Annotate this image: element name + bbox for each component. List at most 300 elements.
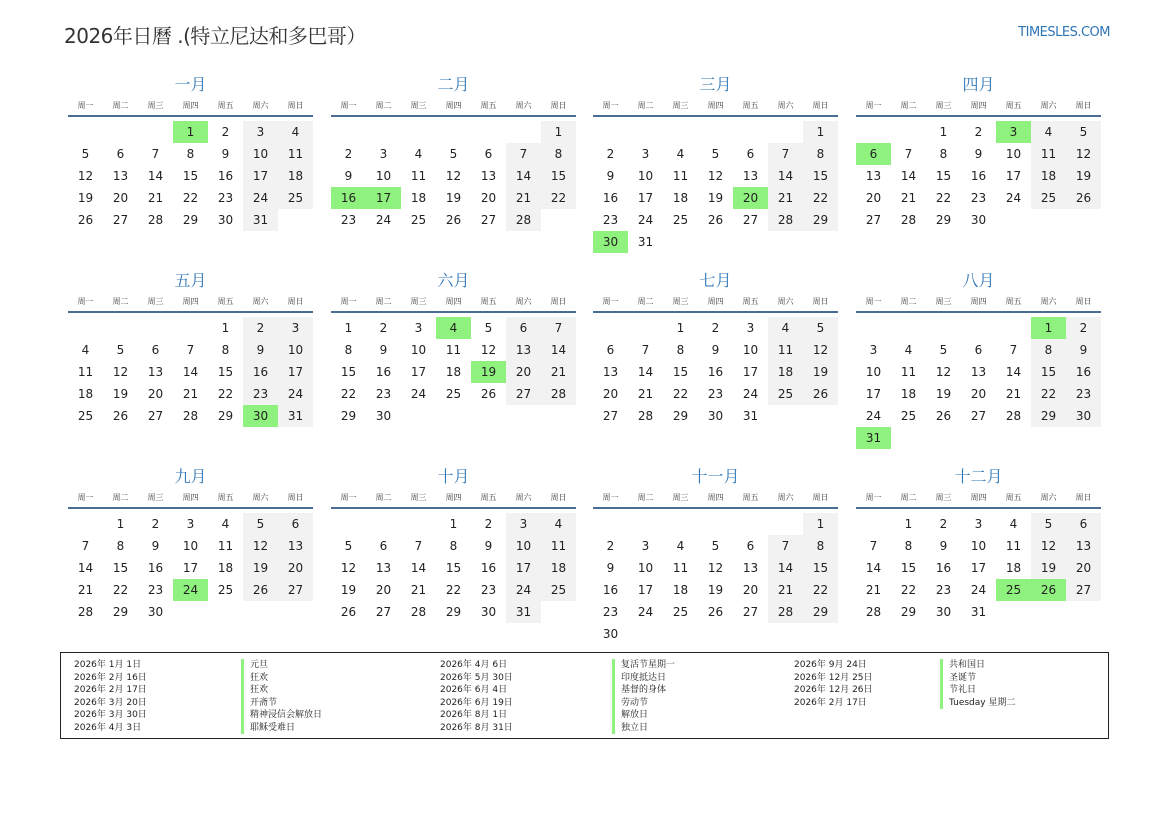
weekday-label: 周二 [112, 101, 129, 110]
week-row [68, 557, 313, 579]
day-cell: 27 [1066, 579, 1101, 601]
week-row [68, 317, 313, 339]
day-cell: 21 [900, 191, 917, 205]
month-block [856, 467, 1101, 623]
day-cell: 2 [243, 317, 278, 339]
week-row [593, 623, 838, 645]
day-cell: 14 [865, 561, 882, 575]
day-cell: 8 [803, 143, 838, 165]
day-cell: 28 [147, 213, 164, 227]
weekday-label: 周五 [480, 101, 497, 110]
day-cell: 10 [182, 539, 199, 553]
day-cell: 20 [147, 387, 164, 401]
day-cell: 22 [541, 187, 576, 209]
empty-day-cell [856, 513, 891, 535]
weekday-label: 周二 [112, 297, 129, 306]
week-row [593, 601, 838, 623]
month-block [856, 75, 1101, 231]
day-cell: 16 [331, 187, 366, 209]
empty-day-cell [733, 623, 768, 645]
day-cell: 2 [379, 321, 388, 335]
legend-date: 2026年 12月 25日 [794, 672, 873, 683]
weekday-label: 周六 [1040, 493, 1057, 502]
month-name: 二月 [437, 75, 470, 94]
weekday-label: 周三 [410, 297, 427, 306]
legend-date: 2026年 5月 30日 [440, 672, 513, 683]
day-cell: 4 [676, 147, 685, 161]
legend-holiday-name: 基督的身体 [612, 684, 675, 697]
day-cell: 9 [344, 169, 353, 183]
week-row [68, 187, 313, 209]
day-cell: 4 [1009, 517, 1018, 531]
weekday-label: 周六 [515, 493, 532, 502]
day-cell: 6 [746, 147, 755, 161]
weekday-header [68, 99, 313, 117]
legend-date-column [74, 659, 147, 734]
day-cell: 15 [340, 365, 357, 379]
week-row [856, 361, 1101, 383]
day-cell: 30 [375, 409, 392, 423]
day-cell: 4 [768, 317, 803, 339]
day-cell: 8 [344, 343, 353, 357]
day-cell: 6 [606, 343, 615, 357]
empty-day-cell [961, 317, 996, 339]
day-cell: 27 [742, 605, 759, 619]
day-cell: 12 [1066, 143, 1101, 165]
weekday-label: 周二 [375, 297, 392, 306]
month-name: 六月 [437, 271, 470, 290]
empty-day-cell [628, 317, 663, 339]
day-cell: 5 [484, 321, 493, 335]
week-row [331, 513, 576, 535]
day-cell: 18 [410, 191, 427, 205]
day-cell: 17 [637, 191, 654, 205]
page-title: 2026年日曆 .(特立尼达和多巴哥） [64, 24, 366, 48]
month-block [593, 271, 838, 427]
day-cell: 9 [151, 539, 160, 553]
day-cell: 25 [900, 409, 917, 423]
weekday-label: 周三 [935, 101, 952, 110]
day-cell: 29 [182, 213, 199, 227]
day-cell: 28 [410, 605, 427, 619]
weekday-label: 周六 [252, 493, 269, 502]
week-row [68, 361, 313, 383]
legend-holiday-name: 圣诞节 [940, 672, 1015, 685]
weekday-label: 周三 [410, 101, 427, 110]
day-cell: 13 [1066, 535, 1101, 557]
day-cell: 19 [707, 191, 724, 205]
day-cell: 15 [445, 561, 462, 575]
empty-day-cell [331, 121, 366, 143]
day-cell: 28 [865, 605, 882, 619]
empty-day-cell [103, 121, 138, 143]
day-cell: 12 [707, 561, 724, 575]
day-cell: 10 [375, 169, 392, 183]
week-row [68, 405, 313, 427]
day-cell: 17 [182, 561, 199, 575]
day-cell: 17 [865, 387, 882, 401]
day-cell: 12 [340, 561, 357, 575]
day-cell: 15 [672, 365, 689, 379]
week-row [856, 557, 1101, 579]
day-cell: 10 [970, 539, 987, 553]
day-cell: 14 [541, 339, 576, 361]
day-cell: 16 [970, 169, 987, 183]
day-cell: 30 [1066, 405, 1101, 427]
empty-day-cell [138, 121, 173, 143]
day-cell: 11 [217, 539, 234, 553]
day-cell: 29 [217, 409, 234, 423]
legend-date: 2026年 2月 17日 [794, 697, 867, 708]
day-cell: 31 [970, 605, 987, 619]
day-cell: 13 [480, 169, 497, 183]
day-cell: 23 [217, 191, 234, 205]
day-cell: 22 [935, 191, 952, 205]
day-cell: 1 [344, 321, 353, 335]
empty-day-cell [471, 405, 506, 427]
day-cell: 6 [856, 143, 891, 165]
week-row [68, 383, 313, 405]
empty-day-cell [768, 623, 803, 645]
day-cell: 24 [375, 213, 392, 227]
day-cell: 19 [77, 191, 94, 205]
day-cell: 19 [1066, 165, 1101, 187]
empty-day-cell [803, 405, 838, 427]
weekday-label: 周三 [410, 493, 427, 502]
day-cell: 25 [541, 579, 576, 601]
weekday-label: 周四 [970, 493, 987, 502]
empty-day-cell [733, 121, 768, 143]
weekday-label: 周一 [77, 493, 94, 502]
weekday-label: 周一 [77, 297, 94, 306]
weekday-label: 周五 [217, 297, 234, 306]
empty-day-cell [593, 317, 628, 339]
weekday-label: 周日 [1075, 297, 1092, 306]
day-cell: 19 [340, 583, 357, 597]
empty-day-cell [891, 427, 926, 449]
week-row [68, 209, 313, 231]
weekday-label: 周五 [1005, 101, 1022, 110]
day-cell: 4 [904, 343, 913, 357]
weekday-label: 周二 [375, 493, 392, 502]
day-cell: 8 [116, 539, 125, 553]
day-cell: 29 [340, 409, 357, 423]
week-row [856, 339, 1101, 361]
day-cell: 25 [672, 605, 689, 619]
legend-date-column [440, 659, 513, 734]
day-cell: 26 [112, 409, 129, 423]
day-cell: 21 [410, 583, 427, 597]
day-cell: 3 [641, 539, 650, 553]
day-cell: 16 [480, 561, 497, 575]
month-block [593, 75, 838, 253]
day-cell: 3 [243, 121, 278, 143]
day-cell: 1 [116, 517, 125, 531]
day-cell: 1 [803, 121, 838, 143]
weekday-label: 周四 [707, 297, 724, 306]
day-cell: 8 [449, 539, 458, 553]
empty-day-cell [401, 121, 436, 143]
month-name: 三月 [699, 75, 732, 94]
day-cell: 30 [593, 231, 628, 253]
day-cell: 22 [340, 387, 357, 401]
empty-day-cell [173, 317, 208, 339]
weekday-label: 周五 [480, 297, 497, 306]
week-row [856, 383, 1101, 405]
weekday-label: 周四 [445, 493, 462, 502]
week-row [68, 339, 313, 361]
day-cell: 7 [641, 343, 650, 357]
empty-day-cell [891, 121, 926, 143]
day-cell: 24 [970, 583, 987, 597]
day-cell: 15 [803, 557, 838, 579]
week-row [593, 209, 838, 231]
day-cell: 25 [77, 409, 94, 423]
day-cell: 30 [602, 627, 619, 641]
week-row [68, 121, 313, 143]
empty-day-cell [541, 209, 576, 231]
day-cell: 29 [1031, 405, 1066, 427]
day-cell: 4 [1031, 121, 1066, 143]
day-cell: 17 [637, 583, 654, 597]
empty-day-cell [1031, 601, 1066, 623]
day-cell: 26 [1031, 579, 1066, 601]
day-cell: 16 [147, 561, 164, 575]
empty-day-cell [733, 231, 768, 253]
weekday-label: 周三 [147, 297, 164, 306]
empty-day-cell [366, 513, 401, 535]
day-cell: 11 [672, 169, 689, 183]
weekday-label: 周二 [112, 493, 129, 502]
empty-day-cell [506, 121, 541, 143]
day-cell: 1 [173, 121, 208, 143]
day-cell: 13 [602, 365, 619, 379]
day-cell: 30 [217, 213, 234, 227]
legend-holiday-name: 耶稣受难日 [241, 722, 322, 735]
weekday-label: 周六 [252, 297, 269, 306]
empty-day-cell [68, 513, 103, 535]
day-cell: 24 [506, 579, 541, 601]
month-name: 四月 [962, 75, 995, 94]
week-row [68, 513, 313, 535]
day-cell: 9 [221, 147, 230, 161]
day-cell: 2 [484, 517, 493, 531]
day-cell: 19 [445, 191, 462, 205]
day-cell: 24 [410, 387, 427, 401]
empty-day-cell [628, 513, 663, 535]
legend-holiday-name: 节礼日 [940, 684, 1015, 697]
legend-date: 2026年 2月 16日 [74, 672, 147, 683]
legend-holiday-name: 独立日 [612, 722, 675, 735]
day-cell: 28 [506, 209, 541, 231]
day-cell: 24 [173, 579, 208, 601]
legend-name-column [940, 659, 1015, 709]
weekday-label: 周三 [672, 101, 689, 110]
day-cell: 11 [1005, 539, 1022, 553]
site-link[interactable]: TIMESLES.COM [1018, 25, 1110, 40]
week-row [593, 143, 838, 165]
day-cell: 23 [970, 191, 987, 205]
day-cell: 6 [1066, 513, 1101, 535]
month-block [331, 75, 576, 231]
weekday-label: 周日 [287, 493, 304, 502]
weekday-label: 周二 [637, 297, 654, 306]
day-cell: 10 [637, 561, 654, 575]
day-cell: 25 [1031, 187, 1066, 209]
day-cell: 16 [375, 365, 392, 379]
week-row [331, 209, 576, 231]
empty-day-cell [68, 121, 103, 143]
empty-day-cell [698, 623, 733, 645]
day-cell: 18 [1005, 561, 1022, 575]
day-cell: 24 [637, 605, 654, 619]
day-cell: 6 [974, 343, 983, 357]
empty-day-cell [173, 601, 208, 623]
day-cell: 2 [606, 539, 615, 553]
weekday-label: 周四 [707, 493, 724, 502]
weekday-header [331, 99, 576, 117]
day-cell: 21 [506, 187, 541, 209]
weekday-label: 周五 [742, 493, 759, 502]
day-cell: 21 [147, 191, 164, 205]
day-cell: 2 [221, 125, 230, 139]
day-cell: 21 [637, 387, 654, 401]
day-cell: 14 [768, 557, 803, 579]
weekday-label: 周六 [252, 101, 269, 110]
week-row [331, 339, 576, 361]
day-cell: 11 [77, 365, 94, 379]
day-cell: 26 [480, 387, 497, 401]
empty-day-cell [733, 513, 768, 535]
day-cell: 20 [375, 583, 392, 597]
day-cell: 26 [340, 605, 357, 619]
day-cell: 2 [711, 321, 720, 335]
empty-day-cell [891, 317, 926, 339]
month-block [68, 467, 313, 623]
day-cell: 18 [278, 165, 313, 187]
day-cell: 5 [939, 343, 948, 357]
day-cell: 5 [449, 147, 458, 161]
day-cell: 21 [182, 387, 199, 401]
day-cell: 15 [1031, 361, 1066, 383]
day-cell: 2 [939, 517, 948, 531]
week-row [593, 557, 838, 579]
day-cell: 18 [900, 387, 917, 401]
week-row [856, 317, 1101, 339]
day-cell: 28 [900, 213, 917, 227]
weekday-label: 周二 [637, 493, 654, 502]
day-cell: 31 [637, 235, 654, 249]
week-row [856, 165, 1101, 187]
week-row [593, 405, 838, 427]
day-cell: 15 [182, 169, 199, 183]
day-cell: 24 [243, 187, 278, 209]
day-cell: 22 [1031, 383, 1066, 405]
week-row [593, 513, 838, 535]
day-cell: 26 [243, 579, 278, 601]
day-cell: 22 [672, 387, 689, 401]
day-cell: 3 [746, 321, 755, 335]
day-cell: 13 [970, 365, 987, 379]
legend-date: 2026年 2月 17日 [74, 685, 147, 695]
week-row [331, 361, 576, 383]
legend-date: 2026年 1月 1日 [74, 660, 142, 670]
day-cell: 20 [865, 191, 882, 205]
day-cell: 20 [602, 387, 619, 401]
day-cell: 5 [1066, 121, 1101, 143]
weekday-label: 周四 [182, 493, 199, 502]
day-cell: 7 [768, 535, 803, 557]
day-cell: 30 [707, 409, 724, 423]
weekday-label: 周六 [1040, 297, 1057, 306]
day-cell: 29 [672, 409, 689, 423]
week-row [68, 601, 313, 623]
legend-name-column [241, 659, 322, 734]
day-cell: 7 [506, 143, 541, 165]
week-row [856, 187, 1101, 209]
day-cell: 12 [480, 343, 497, 357]
day-cell: 9 [711, 343, 720, 357]
month-block [68, 271, 313, 427]
legend-date: 2026年 6月 19日 [440, 697, 513, 708]
day-cell: 7 [768, 143, 803, 165]
day-cell: 22 [182, 191, 199, 205]
weekday-label: 周四 [970, 101, 987, 110]
week-row [593, 121, 838, 143]
day-cell: 26 [935, 409, 952, 423]
day-cell: 3 [414, 321, 423, 335]
empty-day-cell [243, 601, 278, 623]
weekday-header [593, 295, 838, 313]
week-row [593, 361, 838, 383]
day-cell: 26 [1066, 187, 1101, 209]
empty-day-cell [698, 231, 733, 253]
day-cell: 30 [935, 605, 952, 619]
day-cell: 15 [900, 561, 917, 575]
day-cell: 24 [637, 213, 654, 227]
day-cell: 15 [803, 165, 838, 187]
day-cell: 5 [116, 343, 125, 357]
month-name: 十一月 [691, 467, 740, 486]
week-row [856, 535, 1101, 557]
legend-holiday-name: Tuesday 星期二 [940, 697, 1015, 710]
day-cell: 8 [676, 343, 685, 357]
day-cell: 4 [221, 517, 230, 531]
day-cell: 26 [707, 213, 724, 227]
day-cell: 14 [637, 365, 654, 379]
month-name: 九月 [174, 467, 207, 486]
day-cell: 5 [711, 539, 720, 553]
day-cell: 2 [974, 125, 983, 139]
month-block [593, 467, 838, 645]
day-cell: 10 [1005, 147, 1022, 161]
weekday-label: 周六 [515, 297, 532, 306]
weekday-label: 周三 [147, 493, 164, 502]
day-cell: 24 [1005, 191, 1022, 205]
week-row [331, 405, 576, 427]
empty-day-cell [103, 317, 138, 339]
week-row [68, 143, 313, 165]
month-name: 七月 [699, 271, 732, 290]
legend-holiday-name: 元旦 [241, 659, 322, 672]
month-name: 十二月 [954, 467, 1003, 486]
day-cell: 27 [278, 579, 313, 601]
legend-holiday-name: 狂欢 [241, 684, 322, 697]
day-cell: 2 [1066, 317, 1101, 339]
day-cell: 6 [278, 513, 313, 535]
day-cell: 12 [112, 365, 129, 379]
day-cell: 7 [541, 317, 576, 339]
